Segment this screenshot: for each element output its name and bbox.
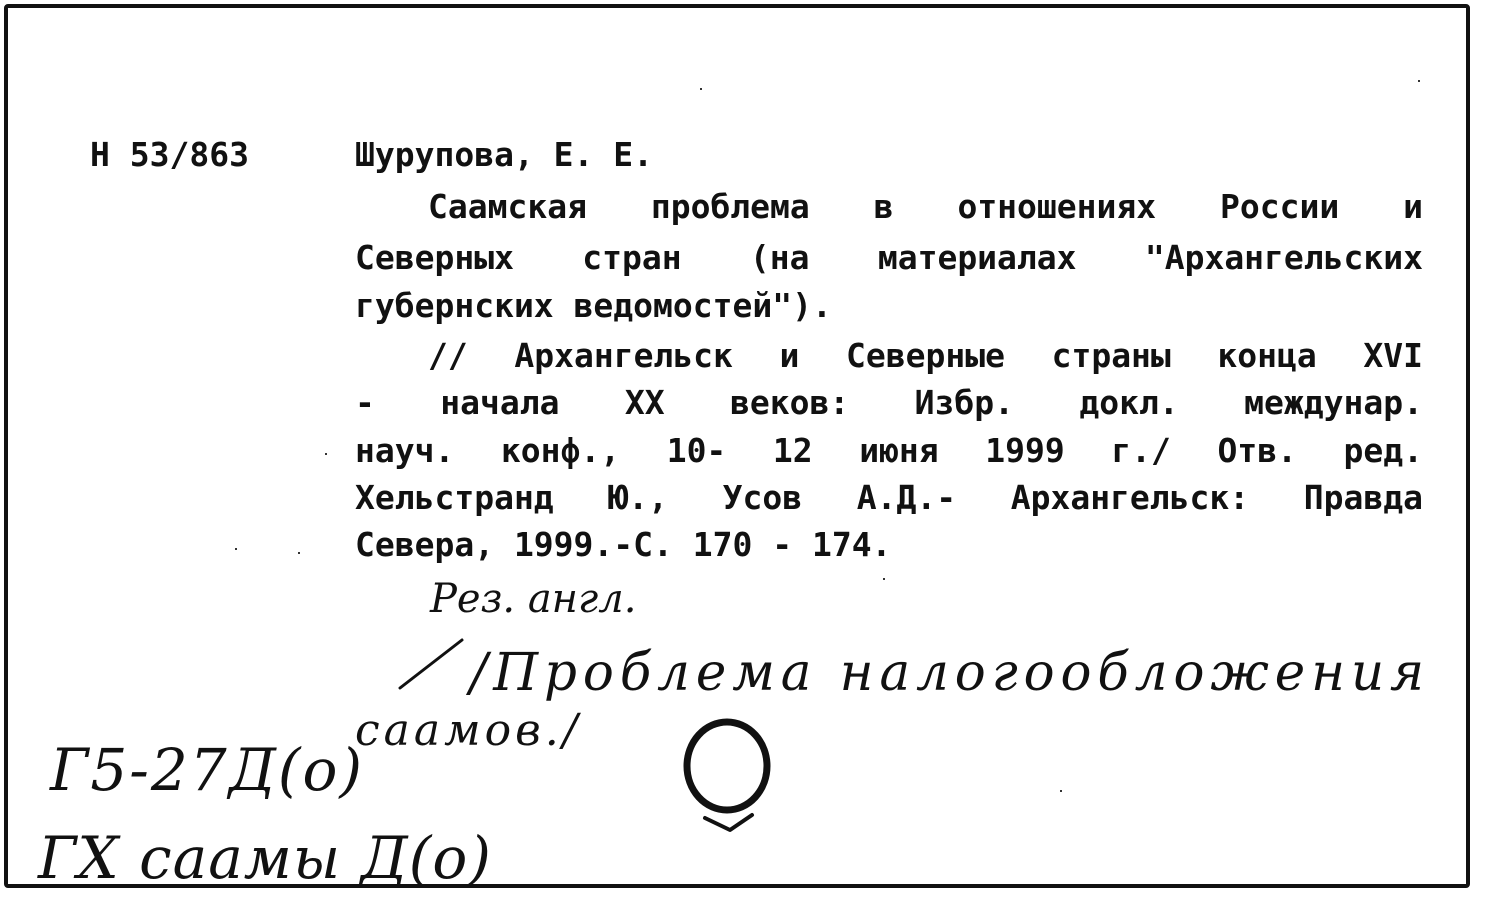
- paper-speck: [298, 552, 300, 554]
- subject-line-1: /Проблема налогообложения: [465, 643, 1431, 703]
- paper-speck: [883, 578, 885, 580]
- paper-speck: [1418, 80, 1420, 82]
- title-line: губернских ведомостей").: [355, 286, 832, 325]
- paper-speck: [1060, 790, 1062, 792]
- title-line: Саамская проблема в отношениях России и: [428, 187, 1423, 226]
- shelfmark: Н 53/863: [90, 135, 249, 174]
- class-code-2: ГХ саамы Д(о): [38, 824, 492, 892]
- paper-speck: [235, 548, 237, 550]
- paper-speck: [700, 88, 702, 90]
- source-line: - начала XX веков: Избр. докл. междунар.: [355, 383, 1423, 422]
- source-line: Хельстранд Ю., Усов А.Д.- Архангельск: Правда: [355, 478, 1423, 517]
- author-heading: Шурупова, Е. Е.: [355, 135, 654, 174]
- summary-note: Рез. англ.: [430, 576, 637, 622]
- paper-speck: [325, 453, 327, 455]
- subject-line-2: саамов./: [355, 705, 582, 756]
- source-line: // Архангельск и Северные страны конца XVI: [428, 336, 1423, 375]
- class-code-1: Г5-27Д(о): [50, 736, 365, 804]
- source-line: Севера, 1999.-С. 170 - 174.: [355, 525, 892, 564]
- source-line: науч. конф., 10- 12 июня 1999 г./ Отв. ред.: [355, 431, 1423, 470]
- title-line: Северных стран (на материалах "Архангельских: [355, 238, 1423, 277]
